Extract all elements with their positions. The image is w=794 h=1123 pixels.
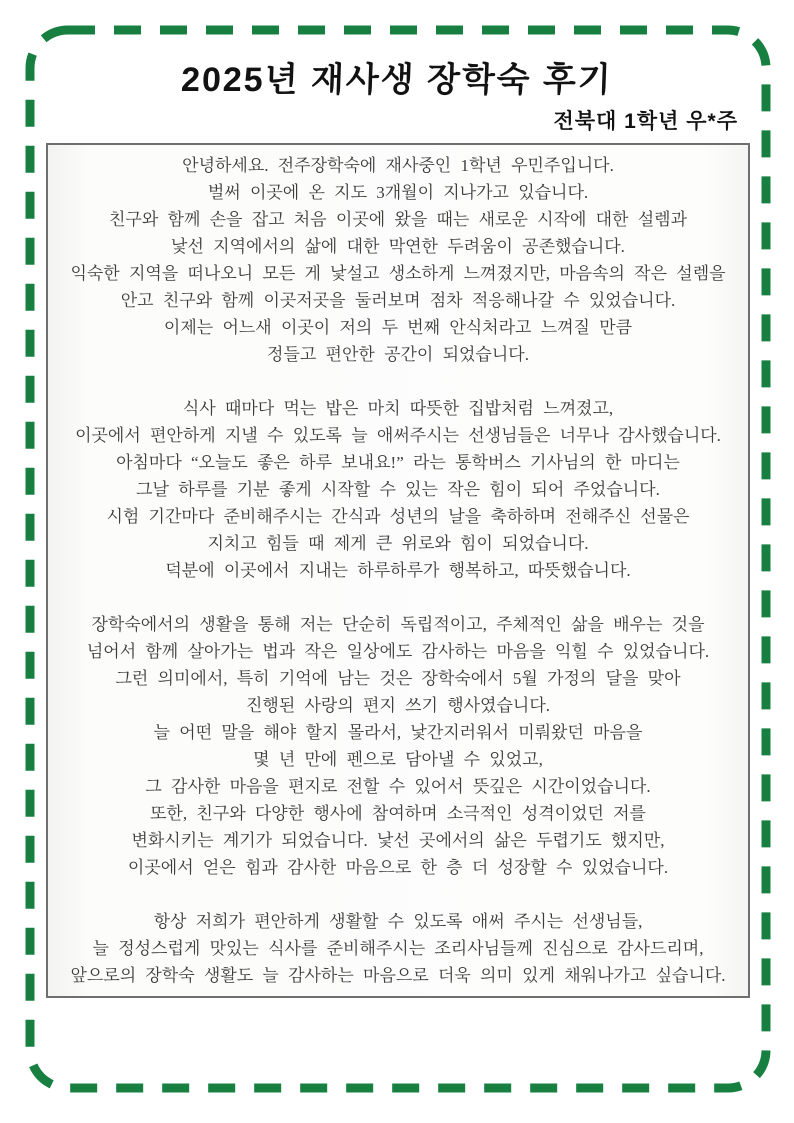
letter-line: 몇 년 만에 펜으로 담아낼 수 있었고, xyxy=(253,750,543,769)
letter-line: 그날 하루를 기분 좋게 시작할 수 있는 작은 힘이 되어 주었습니다. xyxy=(136,480,660,499)
letter-line: 앞으로의 장학숙 생활도 늘 감사하는 마음으로 더욱 의미 있게 채워나가고 싶습니다. xyxy=(70,966,726,985)
letter-line: 그런 의미에서, 특히 기억에 남는 것은 장학숙에서 5월 가정의 달을 맞아 xyxy=(115,669,681,688)
letter-line: 장학숙에서의 생활을 통해 저는 단순히 독립적이고, 주체적인 삶을 배우는 것을 xyxy=(91,615,705,634)
letter-paragraph xyxy=(48,395,748,584)
page-title: 2025년 재사생 장학숙 후기 xyxy=(180,61,614,99)
letter-line: 이곳에서 얻은 힘과 감사한 마음으로 한 층 더 성장할 수 있었습니다. xyxy=(127,858,669,877)
letter-paragraph xyxy=(48,908,748,989)
letter-line: 진행된 사랑의 편지 쓰기 행사였습니다. xyxy=(245,696,550,715)
letter-line: 또한, 친구와 다양한 행사에 참여하며 소극적인 성격이었던 저를 xyxy=(150,804,646,823)
letter-line: 시험 기간마다 준비해주시는 간식과 성년의 날을 축하하며 전해주신 선물은 xyxy=(106,507,690,526)
letter-line: 낯선 지역에서의 삶에 대한 막연한 두려움이 공존했습니다. xyxy=(171,237,625,256)
letter-line: 넘어서 함께 살아가는 법과 작은 일상에도 감사하는 마음을 익힐 수 있었습니다. xyxy=(86,642,710,661)
letter-line: 벌써 이곳에 온 지도 3개월이 지나가고 있습니다. xyxy=(207,183,589,202)
byline: 전북대 1학년 우*주 xyxy=(553,110,738,133)
letter-line: 아침마다 “오늘도 좋은 하루 보내요!” 라는 통학버스 기사님의 한 마디는 xyxy=(116,453,680,472)
letter-line: 변화시키는 계기가 되었습니다. 낯선 곳에서의 삶은 두렵기도 했지만, xyxy=(131,831,665,850)
letter-line: 이곳에서 편안하게 지낼 수 있도록 늘 애써주시는 선생님들은 너무나 감사했습니다. xyxy=(75,426,721,445)
letter-line: 항상 저희가 편안하게 생활할 수 있도록 애써 주시는 선생님들, xyxy=(153,912,643,931)
letter-line: 익숙한 지역을 떠나오니 모든 게 낯설고 생소하게 느껴졌지만, 마음속의 작은 설렘을 xyxy=(70,264,726,283)
letter-line: 덕분에 이곳에서 지내는 하루하루가 행복하고, 따뜻했습니다. xyxy=(165,561,631,580)
letter-scan xyxy=(46,143,750,998)
letter-line: 그 감사한 마음을 편지로 전할 수 있어서 뜻깊은 시간이었습니다. xyxy=(145,777,651,796)
letter-line: 친구와 함께 손을 잡고 처음 이곳에 왔을 때는 새로운 시작에 대한 설렘과 xyxy=(109,210,687,229)
letter-line: 안고 친구와 함께 이곳저곳을 둘러보며 점차 적응해나갈 수 있었습니다. xyxy=(120,291,676,310)
letter-paragraph xyxy=(48,611,748,881)
letter-line: 늘 어떤 말을 해야 할지 몰라서, 낯간지러워서 미뤄왔던 마음을 xyxy=(153,723,643,742)
letter-line: 늘 정성스럽게 맛있는 식사를 준비해주시는 조리사님들께 진심으로 감사드리며, xyxy=(92,939,704,958)
letter-line: 이제는 어느새 이곳이 저의 두 번째 안식처라고 느껴질 만큼 xyxy=(163,318,633,337)
letter-line: 지치고 힘들 때 제게 큰 위로와 힘이 되었습니다. xyxy=(207,534,589,553)
letter-line: 식사 때마다 먹는 밥은 마치 따뜻한 집밥처럼 느껴졌고, xyxy=(182,399,614,418)
letter-line: 안녕하세요. 전주장학숙에 재사중인 1학년 우민주입니다. xyxy=(182,156,614,175)
letter-line: 정들고 편안한 공간이 되었습니다. xyxy=(267,345,529,364)
letter-paragraph xyxy=(48,152,748,368)
